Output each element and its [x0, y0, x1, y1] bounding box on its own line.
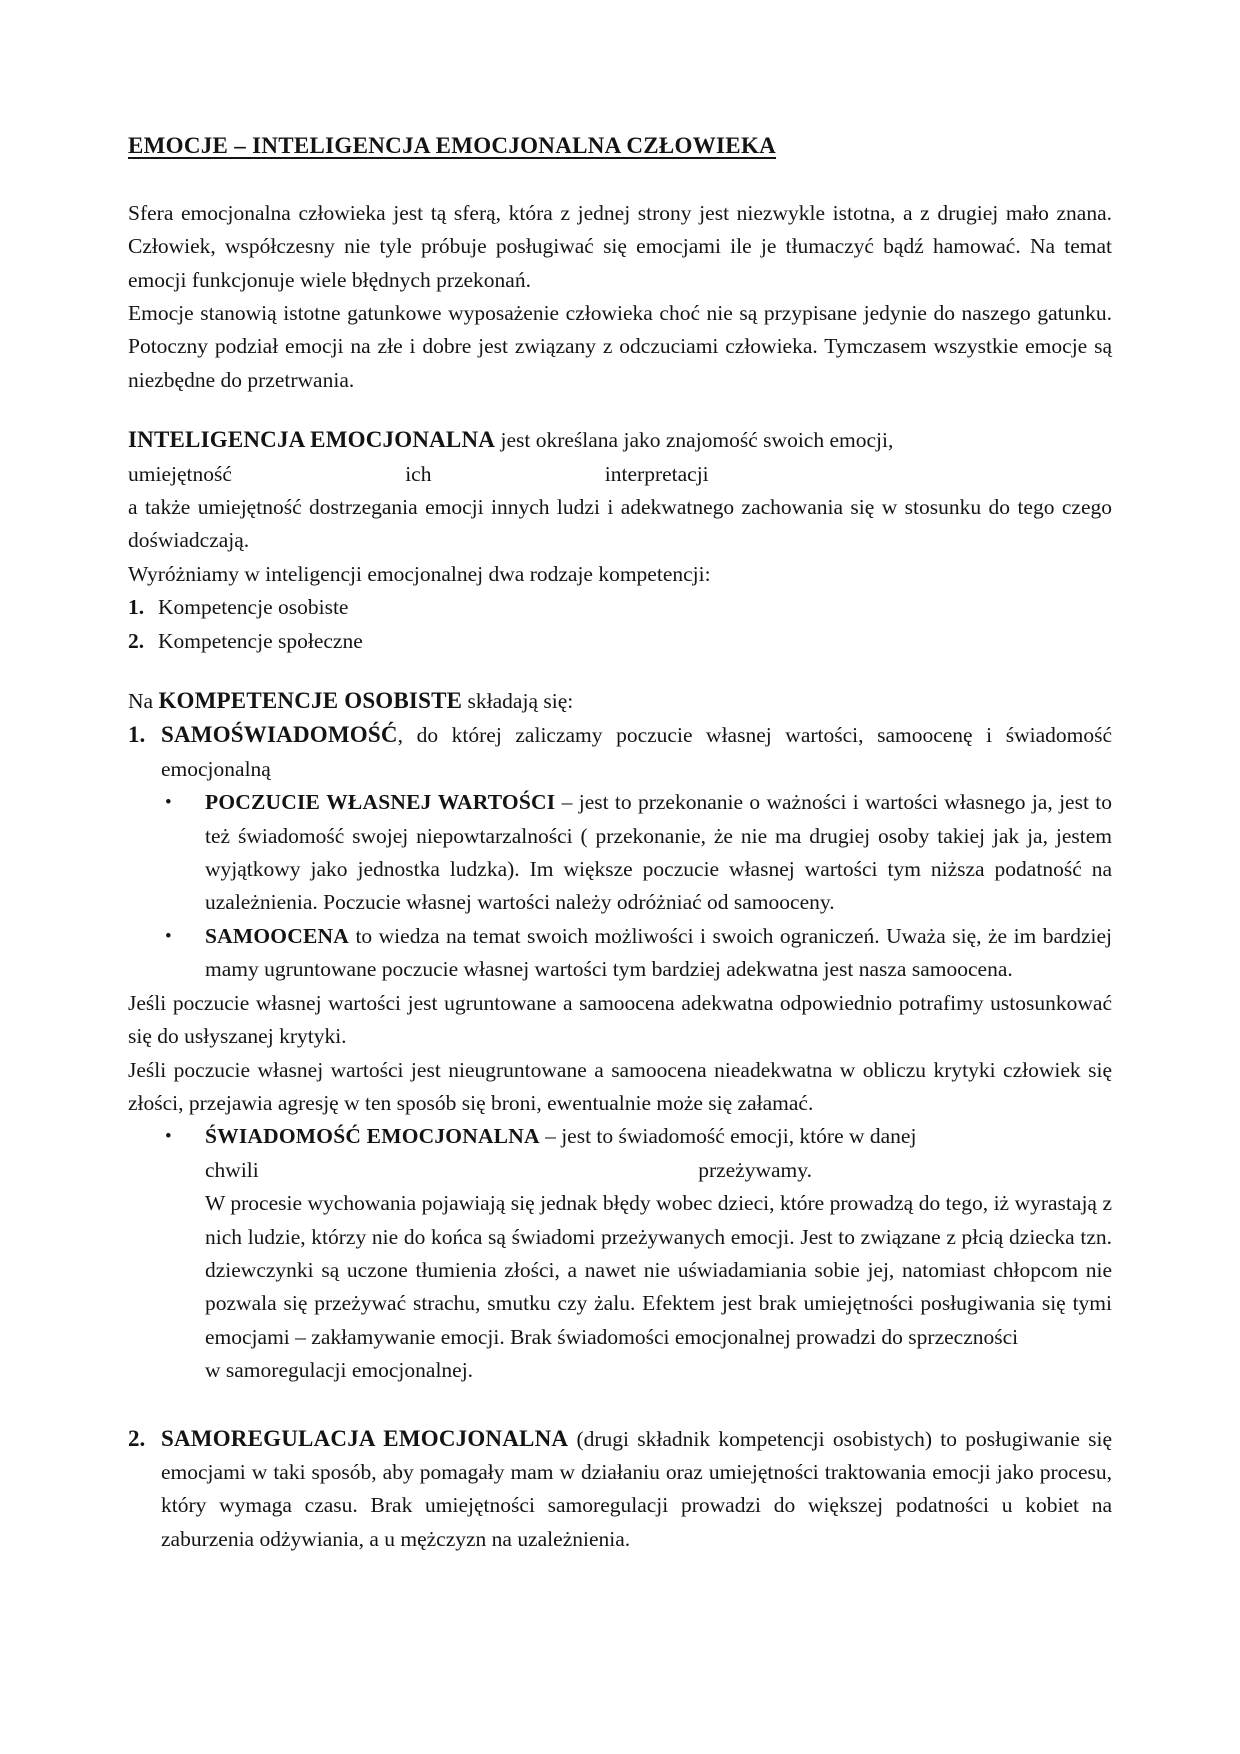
- kompetencje-bullets-list: [128, 786, 1112, 986]
- bullet-text: – jest to świadomość emocji, które w danej: [539, 1124, 917, 1149]
- bullet-headword: ŚWIADOMOŚĆ EMOCJONALNA: [205, 1124, 540, 1149]
- intro-paragraph-1: Sfera emocjonalna człowieka jest tą sferą, która z jednej strony jest niezwykle istotna, a z drugiej mało znana. Człowiek, współczesny nie tyle próbuje posługiwać się emocjami ile je tłumaczyć bądź hamować. Na temat emocji funkcjonuje wiele błędnych przekonań.: [128, 200, 1112, 292]
- spaced-left: umiejętność: [128, 461, 232, 486]
- bullet-icon: •: [165, 1126, 172, 1148]
- bullet-icon: •: [165, 925, 172, 947]
- inteligencja-term: INTELIGENCJA EMOCJONALNA: [128, 427, 496, 453]
- list-item: [128, 786, 1112, 920]
- samoswiadomosc-item: [128, 718, 1112, 786]
- list-item-label: Kompetencje osobiste: [158, 595, 349, 620]
- list-item-number: 2.: [128, 1425, 146, 1451]
- samoregulacja-item: [128, 1422, 1112, 1557]
- bullet-headword: SAMOOCENA: [205, 923, 349, 948]
- spaced-right: interpretacji: [604, 461, 709, 486]
- list-item: [128, 591, 1112, 624]
- list-item-number: 1.: [128, 722, 146, 748]
- spaced-left: chwili: [205, 1157, 259, 1182]
- inteligencja-definition-line: [128, 423, 1112, 457]
- note-paragraph-2: Jeśli poczucie własnej wartości jest nieugruntowane a samoocena nieadekwatna w obliczu krytyki człowiek się złości, przejawia agresję w ten sposób się broni, ewentualnie może się załamać.: [128, 1057, 1112, 1115]
- list-item-label: Kompetencje społeczne: [158, 628, 363, 653]
- inteligencja-spaced-line: [128, 458, 1112, 491]
- kompetencje-kinds-list: [128, 591, 1112, 658]
- spacer: [128, 1388, 1112, 1422]
- list-item-number: 1.: [128, 595, 145, 620]
- list-item-number: 2.: [128, 628, 145, 653]
- inteligencja-definition-start: jest określana jako znajomość swoich emocji,: [495, 428, 894, 453]
- bullet-text: to wiedza na temat swoich możliwości i swoich ograniczeń. Uważa się, że im bardziej mamy ugruntowane poczucie własnej wartości tym bardziej adekwatna jest nasza samoocena.: [205, 923, 1112, 982]
- spaced-filler: [882, 458, 1112, 491]
- kompetencje-osobiste-lead: [128, 684, 1112, 718]
- samoswiadomosc-text: , do której zaliczamy poczucie własnej wartości, samoocenę i świadomość emocjonalną: [161, 723, 1112, 781]
- bullet-text: – jest to przekonanie o ważności i wartości własnego ja, jest to też świadomość swojej niepowtarzalności ( przekonanie, że nie ma drugiej osoby takiej jak ja, jestem wyjątkowy jako jednostka ludzka). Im większe poczucie własnej wartości tym niższa podatność na uzależnienia. Poczucie własnej wartości należy odróżniać od samooceny.: [205, 790, 1112, 915]
- lead-prefix: Na: [128, 689, 159, 714]
- list-item: [128, 920, 1112, 987]
- samoregulacja-headword: SAMOREGULACJA EMOCJONALNA: [161, 1425, 569, 1451]
- list-item: [128, 1120, 1112, 1387]
- page-title: EMOCJE – INTELIGENCJA EMOCJONALNA CZŁOWIEKA: [128, 133, 777, 158]
- spacer: [128, 658, 1112, 684]
- swiadomosc-bullet-list: [128, 1120, 1112, 1387]
- lead-suffix: składają się:: [462, 689, 574, 714]
- swiadomosc-spaced-line: [205, 1154, 1112, 1187]
- intro-paragraph-2: Emocje stanowią istotne gatunkowe wyposażenie człowieka choć nie są przypisane jedynie do naszego gatunku. Potoczny podział emocji na złe i dobre jest związany z odczuciami człowieka. Tymczasem wszystkie emocje są niezbędne do przetrwania.: [128, 300, 1112, 392]
- spaced-center: ich: [405, 461, 432, 486]
- inteligencja-continuation: a także umiejętność dostrzegania emocji innych ludzi i adekwatnego zachowania się w stosunku do tego czego doświadczają.: [128, 495, 1112, 553]
- swiadomosc-body: W procesie wychowania pojawiają się jednak błędy wobec dzieci, które prowadzą do tego, iż wyrastają z nich ludzie, którzy nie do końca są świadomi przeżywanych emocji. Jest to związane z płcią dziecka tzn. dziewczynki są uczone tłumienia złości, a nawet nie uświadamiania sobie jej, natomiast chłopcom nie pozwala się przeżywać strachu, smutku czy żalu. Efektem jest brak umiejętności posługiwania się tymi emocjami – zakłamywanie emocji. Brak świadomości emocjonalnej prowadzi do sprzeczności: [205, 1191, 1112, 1349]
- samoswiadomosc-headword: SAMOŚWIADOMOŚĆ: [161, 722, 398, 748]
- bullet-headword: POCZUCIE WŁASNEJ WARTOŚCI: [205, 790, 556, 815]
- list-item: [128, 625, 1112, 658]
- spacer: [128, 397, 1112, 423]
- lead-bold-term: KOMPETENCJE OSOBISTE: [158, 688, 463, 714]
- swiadomosc-tail: w samoregulacji emocjonalnej.: [205, 1358, 474, 1383]
- spaced-right: przeżywamy.: [698, 1157, 812, 1182]
- bullet-icon: •: [165, 792, 172, 814]
- samoregulacja-text: (drugi składnik kompetencji osobistych) to posługiwanie się emocjami w taki sposób, aby pomagały mam w działaniu oraz umiejętności traktowania emocji jako procesu, który wymaga czasu. Brak umiejętności samoregulacji prowadzi do większej podatności u kobiet na zaburzenia odżywiania, a u mężczyzn na uzależnienia.: [161, 1426, 1112, 1551]
- inteligencja-lead-in: Wyróżniamy w inteligencji emocjonalnej dwa rodzaje kompetencji:: [128, 561, 711, 586]
- note-paragraph-1: Jeśli poczucie własnej wartości jest ugruntowane a samoocena adekwatna odpowiednio potrafimy ustosunkować się do usłyszanej krytyki.: [128, 990, 1112, 1049]
